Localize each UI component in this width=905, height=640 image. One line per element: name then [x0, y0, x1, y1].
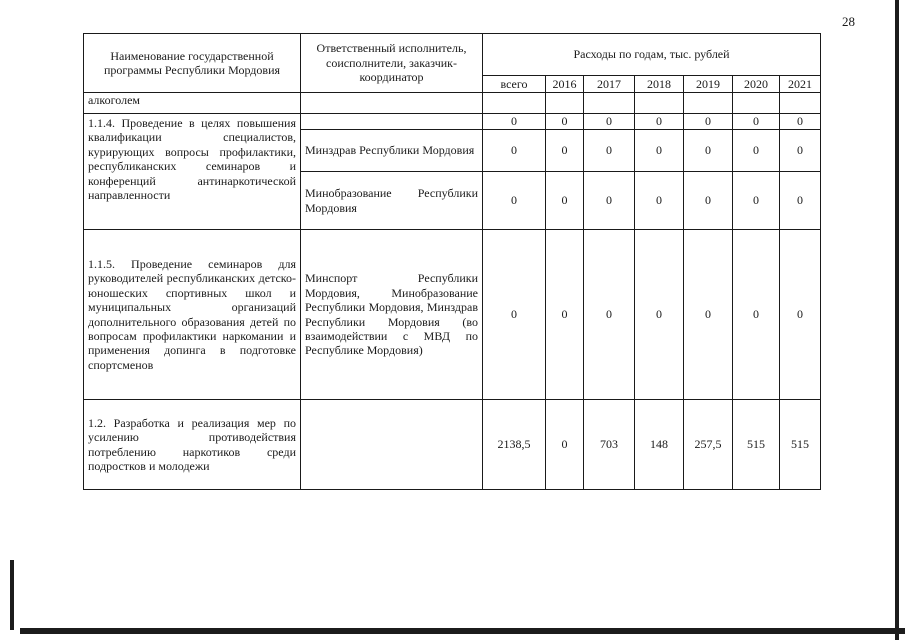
- row-name: алкоголем: [84, 93, 301, 114]
- row-executor: [301, 93, 483, 114]
- value-cell: 0: [780, 172, 821, 230]
- value-cell: 0: [733, 114, 780, 130]
- header-year-2020: 2020: [733, 76, 780, 93]
- value-cell: 148: [635, 400, 684, 490]
- header-executor: Ответственный исполнитель, соисполнители, заказчик-координатор: [301, 34, 483, 93]
- value-cell: 0: [733, 230, 780, 400]
- value-cell: 0: [546, 172, 584, 230]
- header-year-2017: 2017: [584, 76, 635, 93]
- row-executor: Минспорт Республики Мордовия, Минобразование Республики Мордовия, Минздрав Республики Мордовия (во взаимодействии с МВД по Республике Мордовия): [301, 230, 483, 400]
- value-cell: 0: [483, 172, 546, 230]
- table-row: [84, 114, 821, 130]
- value-cell: 0: [684, 230, 733, 400]
- header-year-2018: 2018: [635, 76, 684, 93]
- header-year-2016: 2016: [546, 76, 584, 93]
- value-cell: 0: [584, 172, 635, 230]
- table-row: [84, 230, 821, 400]
- value-cell: 0: [684, 114, 733, 130]
- header-year-2019: 2019: [684, 76, 733, 93]
- row-executor: Минздрав Республики Мордовия: [301, 130, 483, 172]
- sheet-edge-bottom: [20, 628, 905, 634]
- value-cell: 0: [684, 130, 733, 172]
- value-cell: 0: [483, 114, 546, 130]
- value-cell: 0: [635, 114, 684, 130]
- value-cell: 0: [546, 400, 584, 490]
- value-cell: 0: [635, 172, 684, 230]
- value-cell: 0: [483, 130, 546, 172]
- header-year-2021: 2021: [780, 76, 821, 93]
- table-row: [84, 93, 821, 114]
- value-cell: 515: [733, 400, 780, 490]
- row-executor: [301, 114, 483, 130]
- row-name: 1.1.4. Проведение в целях повышения квалификации специалистов, курирующих вопросы профилактики, республиканских семинаров и конференций антинаркотической направленности: [84, 114, 301, 230]
- row-executor: Минобразование Республики Мордовия: [301, 172, 483, 230]
- header-row-1: [84, 34, 821, 76]
- value-cell: 0: [780, 114, 821, 130]
- row-name: 1.2. Разработка и реализация мер по усилению противодействия потреблению наркотиков среди подростков и молодежи: [84, 400, 301, 490]
- header-expenses: Расходы по годам, тыс. рублей: [483, 34, 821, 76]
- value-cell: 0: [546, 230, 584, 400]
- value-cell: 2138,5: [483, 400, 546, 490]
- value-cell: 0: [546, 114, 584, 130]
- value-cell: 0: [584, 130, 635, 172]
- header-year-total: всего: [483, 76, 546, 93]
- value-cell: 0: [635, 130, 684, 172]
- value-cell: 0: [684, 172, 733, 230]
- expenses-table: [83, 33, 821, 490]
- row-executor: [301, 400, 483, 490]
- value-cell: 257,5: [684, 400, 733, 490]
- value-cell: 0: [733, 130, 780, 172]
- header-program: Наименование государственной программы Республики Мордовия: [84, 34, 301, 93]
- scan-mark-left: [10, 560, 14, 630]
- table-row: [84, 400, 821, 490]
- value-cell: 0: [780, 130, 821, 172]
- row-name: 1.1.5. Проведение семинаров для руководителей республиканских детско-юношеских спортивных школ и муниципальных организаций дополнительного образования детей по вопросам профилактики наркомании и применения допинга в подготовке спортсменов: [84, 230, 301, 400]
- value-cell: 0: [584, 230, 635, 400]
- value-cell: 0: [483, 230, 546, 400]
- sheet-edge-right: [895, 0, 899, 640]
- value-cell: 0: [780, 230, 821, 400]
- value-cell: 515: [780, 400, 821, 490]
- value-cell: 0: [733, 172, 780, 230]
- page-number: 28: [842, 14, 855, 29]
- value-cell: 0: [584, 114, 635, 130]
- value-cell: 0: [635, 230, 684, 400]
- value-cell: 0: [546, 130, 584, 172]
- value-cell: 703: [584, 400, 635, 490]
